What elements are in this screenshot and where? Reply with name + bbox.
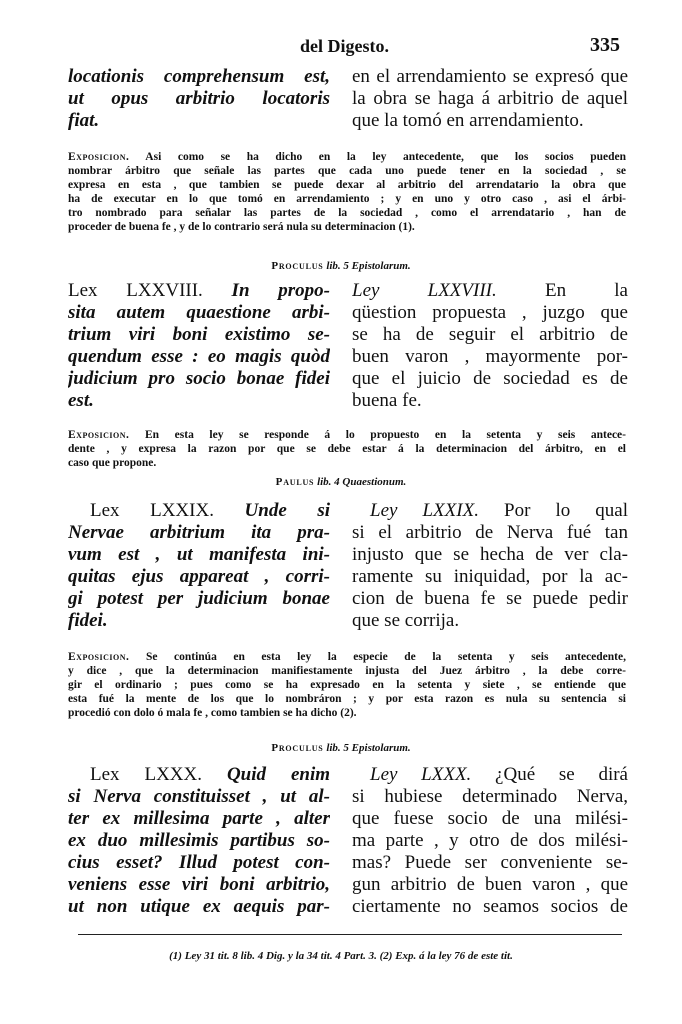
- latin-line: ut opus arbitrio locatoris: [68, 88, 330, 109]
- exposicion-2: [68, 428, 626, 470]
- source-work: lib. 5 Epistolarum.: [323, 742, 411, 754]
- source-work: lib. 5 Epistolarum.: [323, 260, 411, 272]
- latin-line: quendum esse : eo magis quòd: [68, 346, 330, 367]
- spanish-line: si el arbitrio de Nerva fué tan: [352, 522, 628, 543]
- latin-line: judicium pro socio bonae fidei: [68, 368, 330, 389]
- spanish-line: ramente su iniquidad, por la ac-: [352, 566, 628, 587]
- spanish-line: qüestion propuesta , juzgo que: [352, 302, 628, 323]
- running-title: del Digesto.: [300, 36, 389, 56]
- source-author: Proculus: [271, 260, 324, 272]
- latin-line: sita autem quaestione arbi-: [68, 302, 330, 323]
- latin-line: ter ex millesima parte , alter: [68, 808, 330, 829]
- spanish-line: ciertamente no seamos socios de: [352, 896, 628, 917]
- law-79: [68, 500, 628, 634]
- expo-label: Exposicion.: [68, 429, 130, 441]
- latin-line: quitas ejus appareat , corri-: [68, 566, 330, 587]
- lex-number: Lex LXXIX.: [90, 500, 214, 521]
- source-citation-2: [0, 476, 682, 488]
- latin-fragment: Unde si: [213, 500, 330, 521]
- latin-line: fidei.: [68, 610, 108, 631]
- expo-line: y dice , que la determinacion manifiestamente injusta del Juez árbitro , la debe corre-: [68, 665, 626, 677]
- spanish-text: [352, 280, 628, 412]
- latin-line: trium viri boni existimo se-: [68, 324, 330, 345]
- expo-label: Exposicion.: [68, 651, 130, 663]
- ley-number: Ley LXXX.: [370, 764, 472, 785]
- spanish-line: se ha de seguir el arbitrio de: [352, 324, 628, 345]
- spanish-fragment: En la: [496, 280, 628, 301]
- latin-line: si Nerva constituisset , ut al-: [68, 786, 330, 807]
- latin-line: [68, 280, 330, 302]
- source-work: lib. 4 Quaestionum.: [314, 476, 407, 488]
- expo-line: [68, 428, 626, 442]
- lex-number: Lex LXXVIII.: [68, 280, 203, 301]
- source-author: Paulus: [275, 476, 315, 488]
- continuation-section: [68, 66, 628, 136]
- latin-line: locationis comprehensum est,: [68, 66, 330, 87]
- expo-line: ha de executar en lo que tomó en arrendamiento ; y en uno y otro caso , asi el árbi-: [68, 193, 626, 205]
- source-author: Proculus: [271, 742, 324, 754]
- spanish-fragment: ¿Qué se dirá: [471, 764, 628, 785]
- expo-line: caso que propone.: [68, 457, 157, 469]
- running-header: [0, 30, 682, 60]
- expo-line: [68, 650, 626, 664]
- footnote-rule: [78, 934, 622, 935]
- latin-text: [68, 764, 330, 918]
- spanish-line: que se corrija.: [352, 610, 460, 631]
- exposicion-1: [68, 150, 626, 234]
- latin-fragment: Quid enim: [202, 764, 330, 785]
- ley-number: Ley LXXIX.: [370, 500, 479, 521]
- expo-line: procedió con dolo ó mala fe , como tambien se ha dicho (2).: [68, 707, 357, 719]
- expo-text: Se continúa en esta ley la especie de la setenta y seis antecedente,: [129, 651, 626, 663]
- latin-fragment: In propo-: [202, 280, 330, 301]
- spanish-line: injusto que se hecha de ver cla-: [352, 544, 628, 565]
- latin-line: [68, 764, 330, 786]
- spanish-line: mas? Puede ser conveniente se-: [352, 852, 628, 873]
- latin-line: vum est , ut manifesta ini-: [68, 544, 330, 565]
- spanish-text: [352, 764, 628, 918]
- ley-number: Ley LXXVIII.: [352, 280, 497, 301]
- spanish-line: que el juicio de sociedad es de: [352, 368, 628, 389]
- expo-line: expresa en esta , que tambien se puede dexar al arbitrio del arrendatario la obra que: [68, 179, 626, 191]
- footnote: (1) Ley 31 tit. 8 lib. 4 Dig. y la 34 tit. 4 Part. 3. (2) Exp. á la ley 76 de este tit.: [169, 950, 513, 962]
- spanish-line: buen varon , mayormente por-: [352, 346, 628, 367]
- expo-line: tro nombrado para señalar las partes de la sociedad , como el arrendatario , han de: [68, 207, 626, 219]
- expo-line: dente , y expresa la razon por que se debe estar á la determinacion del árbitro, en el: [68, 443, 626, 455]
- latin-line: fiat.: [68, 110, 100, 131]
- latin-line: cius esset? Illud potest con-: [68, 852, 330, 873]
- expo-line: esta fué la mente de los que lo nombráron ; y por esta razon es nula su sentencia si: [68, 693, 626, 705]
- latin-line: veniens esse viri boni arbitrio,: [68, 874, 330, 895]
- spanish-line: que la tomó en arrendamiento.: [352, 110, 584, 131]
- source-citation-1: [0, 260, 682, 272]
- latin-line: gi potest per judicium bonae: [68, 588, 330, 609]
- spanish-text: [352, 500, 628, 632]
- spanish-fragment: Por lo qual: [478, 500, 628, 521]
- spanish-line: gun arbitrio de buen varon , que: [352, 874, 628, 895]
- lex-number: Lex LXXX.: [90, 764, 202, 785]
- exposicion-3: [68, 650, 626, 720]
- expo-line: gir el ordinario ; pues como se ha expresado en la setenta y siete , se entiende que: [68, 679, 626, 691]
- spanish-line: en el arrendamiento se expresó que: [352, 66, 628, 87]
- page-number: 335: [590, 34, 620, 56]
- latin-continuation: [68, 66, 330, 132]
- expo-text: Asi como se ha dicho en la ley antecedente, que los socios pueden: [129, 151, 626, 163]
- spanish-continuation: [352, 66, 628, 132]
- expo-label: Exposicion.: [68, 151, 130, 163]
- expo-line: [68, 150, 626, 164]
- law-80: [68, 764, 628, 924]
- latin-line: est.: [68, 390, 94, 411]
- expo-line: proceder de buena fe , y de lo contrario será nula su determinacion (1).: [68, 221, 415, 233]
- spanish-line: la obra se haga á arbitrio de aquel: [352, 88, 628, 109]
- spanish-line: cion de buena fe se puede pedir: [352, 588, 628, 609]
- spanish-line: que fuese socio de una milési-: [352, 808, 628, 829]
- latin-line: [68, 500, 330, 522]
- latin-text: [68, 500, 330, 632]
- spanish-line: [352, 764, 628, 786]
- spanish-line: [352, 280, 628, 302]
- latin-line: ut non utique ex aequis par-: [68, 896, 330, 917]
- latin-line: Nervae arbitrium ita pra-: [68, 522, 330, 543]
- spanish-line: si hubiese determinado Nerva,: [352, 786, 628, 807]
- expo-text: En esta ley se responde á lo propuesto en la setenta y seis antece-: [129, 429, 626, 441]
- latin-line: ex duo millesimis partibus so-: [68, 830, 330, 851]
- latin-text: [68, 280, 330, 412]
- source-citation-3: [0, 742, 682, 754]
- law-78: [68, 280, 628, 410]
- spanish-line: ma parte , y otro de dos milési-: [352, 830, 628, 851]
- spanish-line: [352, 500, 628, 522]
- spanish-line: buena fe.: [352, 390, 422, 411]
- expo-line: nombrar árbitro que señale las partes que cada uno puede tener en la sociedad , se: [68, 165, 626, 177]
